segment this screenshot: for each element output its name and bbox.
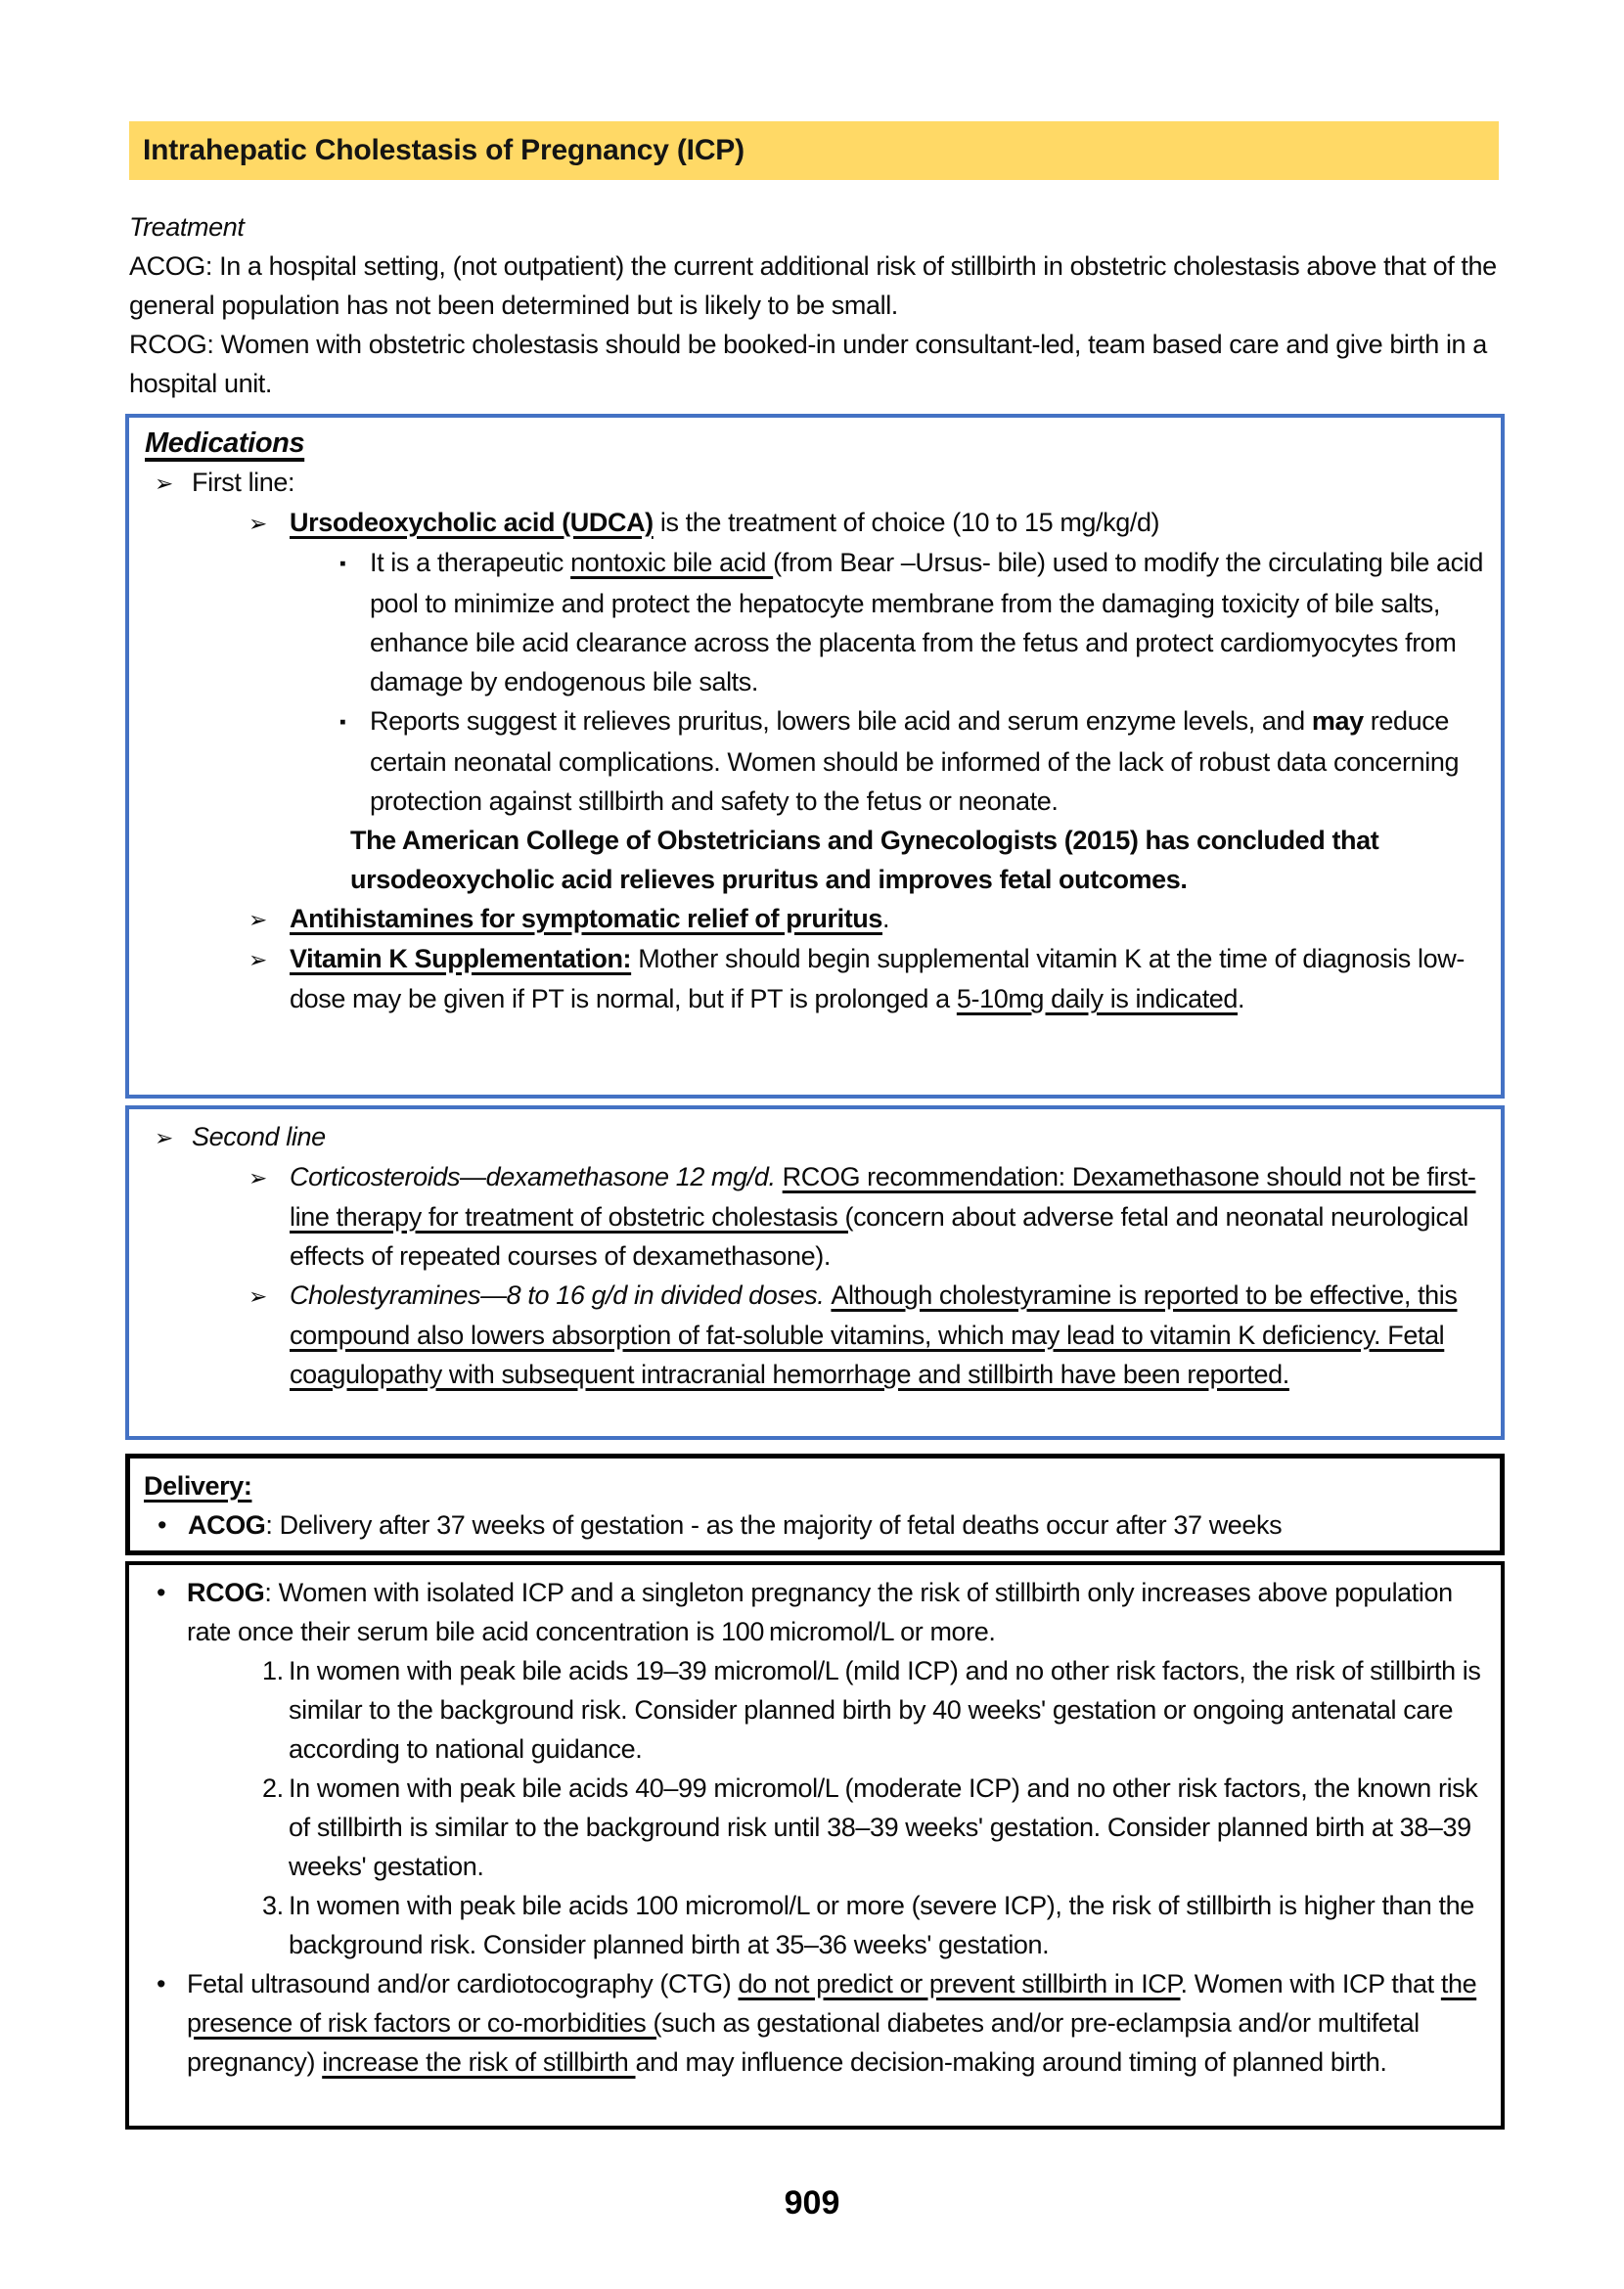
text-run: : Delivery after 37 weeks of gestation - as the majority of fetal deaths occur after 37 weeks bbox=[265, 1510, 1283, 1540]
arrow-bullet-icon: ➢ bbox=[248, 511, 267, 536]
page-number: 909 bbox=[784, 2184, 840, 2222]
moderate-icp-item bbox=[137, 1769, 1489, 1886]
dot-bullet-icon: • bbox=[157, 1969, 166, 1998]
cholestyramines-item bbox=[137, 1276, 1489, 1394]
text-run: 5-10mg daily is indicated bbox=[956, 984, 1239, 1013]
ctg-item bbox=[137, 1964, 1489, 2082]
text-run: Cholestyramines—8 to 16 g/d in divided doses. bbox=[290, 1280, 832, 1310]
udca-mechanism-item bbox=[137, 543, 1489, 701]
number-label: 1. bbox=[262, 1656, 284, 1685]
text-run: and may influence decision-making around timing of planned birth. bbox=[635, 2047, 1387, 2077]
text-run: ACOG bbox=[188, 1510, 266, 1540]
second-line-heading bbox=[137, 1117, 1489, 1157]
number-label: 2. bbox=[262, 1773, 284, 1803]
arrow-bullet-icon: ➢ bbox=[248, 947, 267, 972]
treatment-acog-paragraph bbox=[129, 247, 1501, 325]
arrow-bullet-icon: ➢ bbox=[155, 471, 173, 496]
arrow-bullet-icon: ➢ bbox=[248, 1283, 267, 1309]
udca-reports-item bbox=[137, 701, 1489, 821]
treatment-rcog-paragraph bbox=[129, 325, 1501, 403]
text-run: is the treatment of choice (10 to 15 mg/kg/d) bbox=[653, 508, 1160, 537]
vitamin-k-item bbox=[137, 939, 1489, 1018]
medications-box bbox=[125, 414, 1505, 1099]
text-run: In women with peak bile acids 40–99 micromol/L (moderate ICP) and no other risk factors, the known risk of stillbirth is similar to the background risk until 38–39 weeks' gestation. Consider planned birth at 38–39 weeks' gestation. bbox=[289, 1773, 1478, 1881]
udca-item bbox=[137, 503, 1489, 543]
text-run: In women with peak bile acids 100 micromol/L or more (severe ICP), the risk of stillbirth is higher than the background risk. Consider planned birth at 35–36 weeks' gestation. bbox=[289, 1891, 1474, 1959]
text-run: . bbox=[1238, 984, 1245, 1013]
text-run: The American College of Obstetricians and Gynecologists (2015) has concluded that ursodeoxycholic acid relieves pruritus and improves fetal outcomes. bbox=[350, 826, 1379, 894]
square-bullet-icon: ▪ bbox=[339, 554, 346, 574]
text-run: In women with peak bile acids 19–39 micromol/L (mild ICP) and no other risk factors, the risk of stillbirth is similar to the background risk. Consider planned birth by 40 weeks' gestation or ongoing antenatal care according to national guidance. bbox=[289, 1656, 1481, 1764]
text-run: ACOG: In a hospital setting, (not outpatient) the current additional risk of stillbirth in obstetric cholestasis above that of the general population has not been determined but is likely to be small. bbox=[129, 251, 1497, 320]
first-line-item bbox=[137, 463, 1489, 503]
text-run: Ursodeoxycholic acid (UDCA) bbox=[290, 508, 654, 537]
corticosteroids-item bbox=[137, 1157, 1489, 1276]
text-run: (from Bear –Ursus- bile) used to modify the circulating bile acid pool to minimize and protect the hepatocyte membrane from the damaging toxicity of bile salts, enhance bile acid clearance across the placenta from the fetus and protect cardiomyocytes from damage by endogenous bile salts. bbox=[370, 548, 1483, 696]
text-run: . bbox=[882, 904, 890, 933]
arrow-bullet-icon: ➢ bbox=[248, 1165, 267, 1190]
text-run: Mother should begin supplemental vitamin K at the time of diagnosis low-dose may be given if PT is normal, but if PT is prolonged a bbox=[290, 944, 1465, 1013]
page-title: Intrahepatic Cholestasis of Pregnancy (ICP) bbox=[143, 134, 744, 166]
delivery-acog-item bbox=[138, 1505, 1488, 1545]
medications-heading bbox=[137, 424, 1489, 463]
mild-icp-item bbox=[137, 1651, 1489, 1769]
delivery-box bbox=[125, 1454, 1505, 1555]
section-title-bar bbox=[129, 121, 1499, 180]
text-run: Vitamin K Supplementation: bbox=[290, 944, 632, 973]
square-bullet-icon: ▪ bbox=[339, 712, 346, 733]
number-label: 3. bbox=[262, 1891, 284, 1920]
text-run: Delivery: bbox=[144, 1471, 252, 1501]
text-run: RCOG bbox=[187, 1578, 265, 1607]
text-run: may bbox=[1311, 706, 1364, 736]
text-run: Corticosteroids—dexamethasone 12 mg/d. bbox=[290, 1162, 783, 1191]
second-line-box bbox=[125, 1105, 1505, 1440]
text-run: Medications bbox=[145, 427, 305, 459]
text-run: reduce certain neonatal complications. Women should be informed of the lack of robust data concerning protection against stillbirth and safety to the fetus or neonate. bbox=[370, 706, 1460, 816]
text-run: RCOG recommendation: Dexamethasone should not be first-line therapy for treatment of obstetric cholestasis ( bbox=[290, 1162, 1476, 1232]
text-run: Reports suggest it relieves pruritus, lowers bile acid and serum enzyme levels, and bbox=[370, 706, 1312, 736]
text-run: : Women with isolated ICP and a singleton pregnancy the risk of stillbirth only increases above population rate once their serum bile acid concentration is 100 micromol/L or more. bbox=[187, 1578, 1453, 1646]
text-run: RCOG: Women with obstetric cholestasis should be booked-in under consultant-led, team based care and give birth in a hospital unit. bbox=[129, 330, 1487, 398]
text-run: Fetal ultrasound and/or cardiotocography (CTG) bbox=[187, 1969, 739, 1998]
text-run: . Women with ICP that bbox=[1180, 1969, 1441, 1998]
arrow-bullet-icon: ➢ bbox=[155, 1125, 173, 1150]
dot-bullet-icon: • bbox=[158, 1510, 167, 1540]
antihistamines-item bbox=[137, 899, 1489, 939]
rcog-delivery-box bbox=[125, 1561, 1505, 2130]
acog-conclusion-paragraph bbox=[137, 821, 1489, 899]
arrow-bullet-icon: ➢ bbox=[248, 907, 267, 932]
text-run: Second line bbox=[192, 1122, 326, 1151]
text-run: the presence of risk factors or co-morbidities ( bbox=[187, 1969, 1477, 2038]
treatment-heading bbox=[129, 207, 1501, 247]
rcog-intro-item bbox=[137, 1573, 1489, 1651]
treatment-section bbox=[129, 207, 1501, 403]
text-run: Treatment bbox=[129, 212, 245, 242]
text-run: nontoxic bile acid bbox=[570, 548, 774, 577]
text-run: increase the risk of stillbirth bbox=[322, 2047, 636, 2077]
dot-bullet-icon: • bbox=[157, 1578, 166, 1607]
delivery-heading bbox=[138, 1466, 1488, 1505]
text-run: do not predict or prevent stillbirth in ICP bbox=[738, 1969, 1181, 1998]
severe-icp-item bbox=[137, 1886, 1489, 1964]
text-run: concern about adverse fetal and neonatal neurological effects of repeated courses of dexamethasone). bbox=[290, 1202, 1468, 1271]
text-run: such as gestational diabetes and/or pre-eclampsia and/or multifetal pregnancy) bbox=[187, 2008, 1420, 2077]
text-run: Antihistamines for symptomatic relief of pruritus bbox=[290, 904, 883, 933]
text-run: It is a therapeutic bbox=[370, 548, 571, 577]
text-run: First line: bbox=[192, 468, 295, 497]
text-run: Although cholestyramine is reported to be effective, this compound also lowers absorption of fat-soluble vitamins, which may lead to vitamin K deficiency. Fetal coagulopathy with subsequent intracranial hemorrhage and stillbirth have been reported. bbox=[290, 1280, 1458, 1389]
